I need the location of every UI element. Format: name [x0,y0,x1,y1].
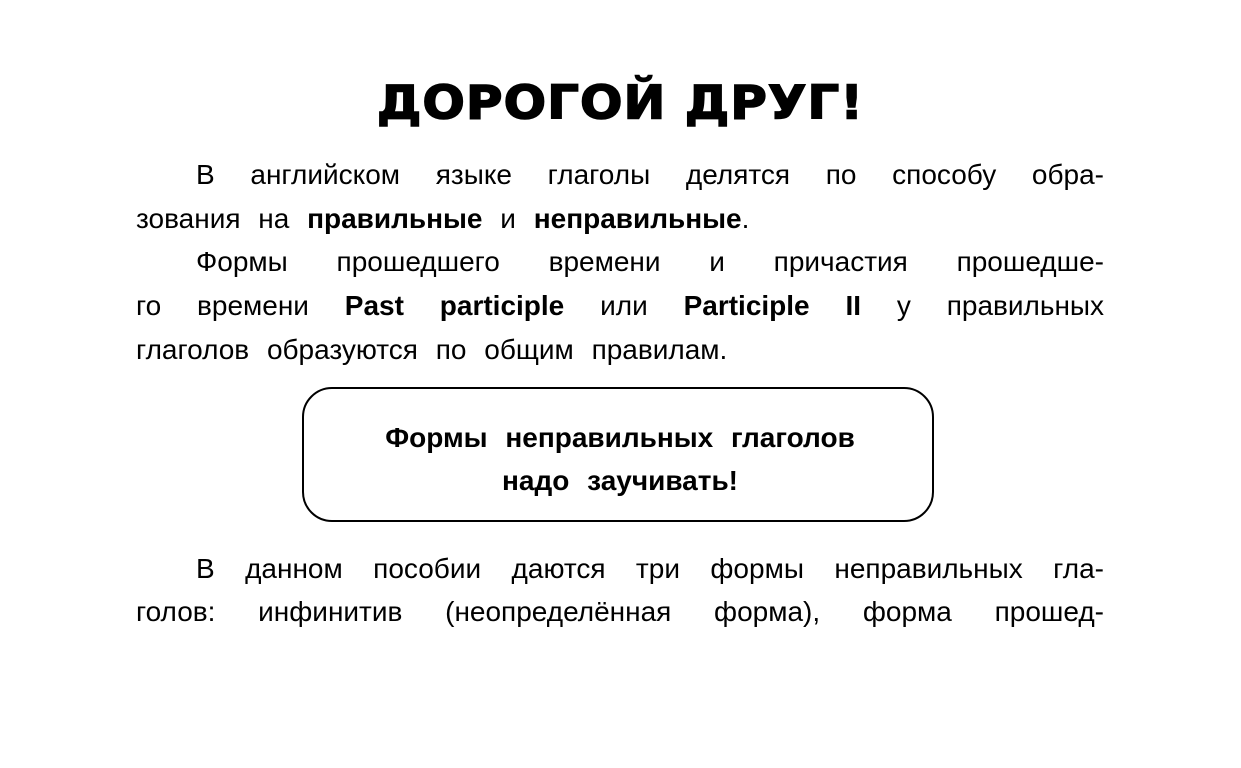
callout-line: надо заучивать! [502,465,738,496]
paragraph-line [136,284,1104,328]
text-run: или [600,290,648,321]
text-run: и [500,203,516,234]
page-title: ДОРОГОЙ ДРУГ! [376,76,865,130]
text-run: у правильных [896,290,1105,321]
callout-box [302,387,934,522]
paragraph-line: В английском языке глаголы делятся по способу обра- [196,159,1104,190]
callout-line: Формы неправильных глаголов [385,422,855,453]
paragraph-line [136,197,1104,241]
bold-term-irregular: неправильные [533,203,742,234]
paragraph-line: В данном пособии даются три формы неправильных гла- [196,553,1104,584]
bold-term-participle-ii: Participle II [683,290,862,321]
paragraph-line: глаголов образуются по общим правилам. [136,334,728,365]
text-run: го времени [136,290,309,321]
text-run: . [741,203,750,234]
paragraph-line: голов: инфинитив (неопределённая форма), форма прошед- [136,596,1104,627]
text-run: зования на [136,203,290,234]
bold-term-regular: правильные [307,203,483,234]
bold-term-past-participle: Past participle [344,290,565,321]
paragraph-line: Формы прошедшего времени и причастия прошедше- [196,246,1104,277]
